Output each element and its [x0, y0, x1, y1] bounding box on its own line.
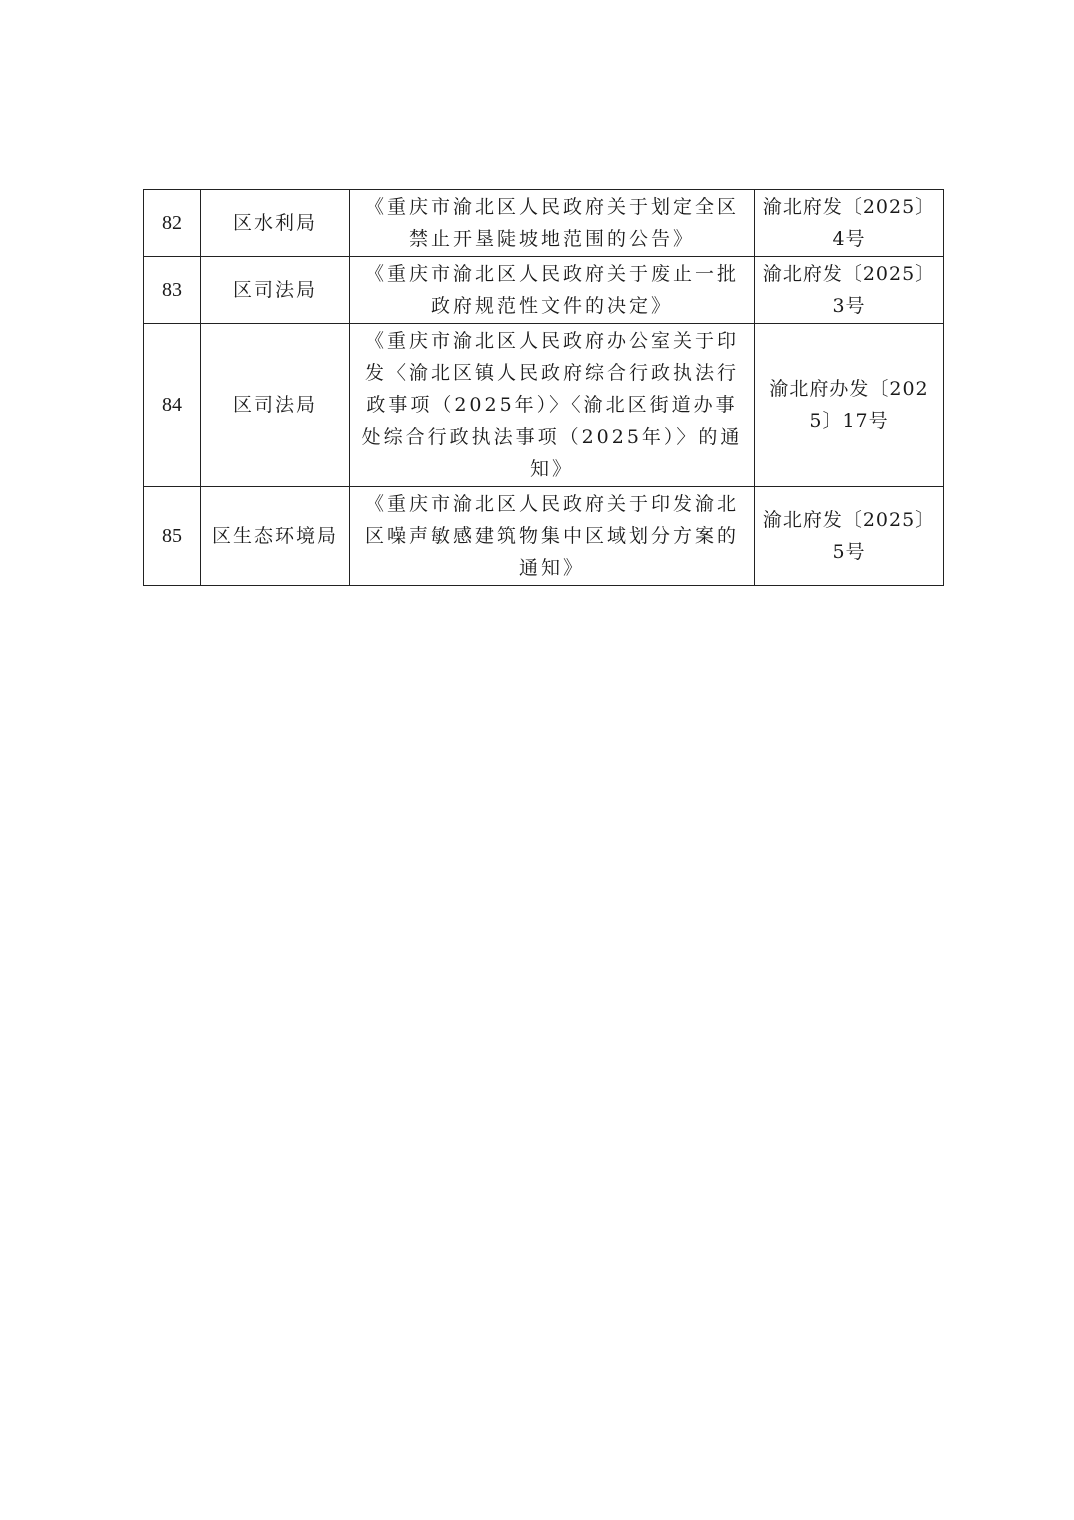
- department-cell: 区生态环境局: [201, 487, 350, 586]
- table-row: [144, 257, 944, 324]
- department-cell: 区司法局: [201, 324, 350, 487]
- table-row: [144, 190, 944, 257]
- document-title-cell: 《重庆市渝北区人民政府办公室关于印发〈渝北区镇人民政府综合行政执法行政事项（2025年）〉〈渝北区街道办事处综合行政执法事项（2025年）〉的通知》: [350, 324, 755, 487]
- table-row: [144, 487, 944, 586]
- document-title-cell: 《重庆市渝北区人民政府关于划定全区禁止开垦陡坡地范围的公告》: [350, 190, 755, 257]
- document-title-cell: 《重庆市渝北区人民政府关于印发渝北区噪声敏感建筑物集中区域划分方案的通知》: [350, 487, 755, 586]
- document-table: [143, 189, 944, 586]
- row-number-cell: 83: [144, 257, 201, 324]
- row-number-cell: 85: [144, 487, 201, 586]
- document-title-cell: 《重庆市渝北区人民政府关于废止一批政府规范性文件的决定》: [350, 257, 755, 324]
- department-cell: 区司法局: [201, 257, 350, 324]
- document-number-cell: 渝北府办发〔2025〕17号: [755, 324, 944, 487]
- document-number-cell: 渝北府发〔2025〕3号: [755, 257, 944, 324]
- row-number-cell: 84: [144, 324, 201, 487]
- table-row: [144, 324, 944, 487]
- document-number-cell: 渝北府发〔2025〕4号: [755, 190, 944, 257]
- department-cell: 区水利局: [201, 190, 350, 257]
- document-number-cell: 渝北府发〔2025〕5号: [755, 487, 944, 586]
- row-number-cell: 82: [144, 190, 201, 257]
